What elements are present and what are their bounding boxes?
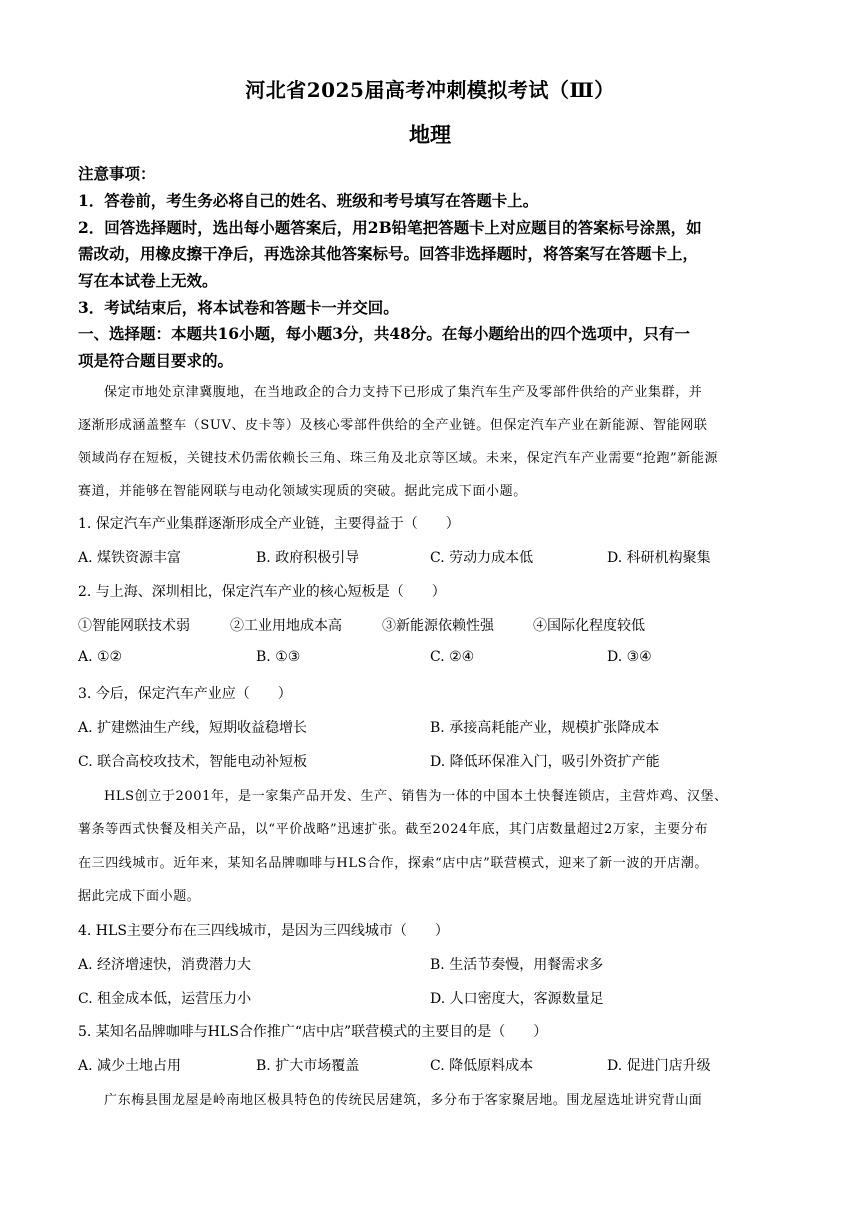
q5-option-b: B. 扩大市场覆盖 <box>256 1058 360 1074</box>
passage2-line-3: 在三四线城市。近年来，某知名品牌咖啡与HLS合作，探索“店中店”联营模式，迎来了新一波的开店潮。 <box>78 856 708 871</box>
passage2-line-2: 薯条等西式快餐及相关产品，以“平价战略”迅速扩张。截至2024年底，其门店数量超过2万家，主要分布 <box>78 822 709 837</box>
q1-option-d: D. 科研机构聚集 <box>607 550 711 566</box>
note-line-1: 1．答卷前，考生务必将自己的姓名、班级和考号填写在答题卡上。 <box>78 191 539 210</box>
passage3-line-1: 广东梅县围龙屋是岭南地区极具特色的传统民居建筑，多分布于客家聚居地。围龙屋选址讲究背山面 <box>104 1093 703 1108</box>
q3-option-b: B. 承接高耗能产业，规模扩张降成本 <box>430 720 660 736</box>
note-line-5: 3．考试结束后，将本试卷和答题卡一并交回。 <box>78 298 399 317</box>
section-heading-line-1: 一、选择题：本题共16小题，每小题3分，共48分。在每小题给出的四个选项中，只有一 <box>78 324 690 343</box>
exam-title: 河北省2025届高考冲刺模拟考试（Ⅲ） <box>245 78 615 102</box>
q2-option-a: A. ①② <box>78 649 123 665</box>
subject-title: 地理 <box>409 122 451 147</box>
q5-option-c: C. 降低原料成本 <box>430 1058 534 1074</box>
passage1-line-3: 领域尚存在短板，关键技术仍需依赖长三角、珠三角及北京等区域。未来，保定汽车产业需要“抢跑”新能源 <box>78 451 719 466</box>
q2-item-4: ④国际化程度较低 <box>533 618 645 634</box>
q5-stem: 5. 某知名品牌咖啡与HLS合作推广“店中店”联营模式的主要目的是（ ） <box>78 1024 548 1040</box>
passage1-line-2: 逐渐形成涵盖整车（SUV、皮卡等）及核心零部件供给的全产业链。但保定汽车产业在新能源、智能网联 <box>78 418 708 433</box>
q3-option-d: D. 降低环保准入门，吸引外资扩产能 <box>430 754 660 770</box>
q3-stem: 3. 今后，保定汽车产业应（ ） <box>78 686 292 702</box>
note-line-3: 需改动，用橡皮擦干净后，再选涂其他答案标号。回答非选择题时，将答案写在答题卡上， <box>78 244 699 263</box>
note-line-4: 写在本试卷上无效。 <box>78 271 218 290</box>
q1-option-a: A. 煤铁资源丰富 <box>78 550 182 566</box>
passage2-line-4: 据此完成下面小题。 <box>78 889 201 904</box>
q3-option-a: A. 扩建燃油生产线，短期收益稳增长 <box>78 720 308 736</box>
q4-option-d: D. 人口密度大，客源数量足 <box>430 991 604 1007</box>
q4-option-a: A. 经济增速快，消费潜力大 <box>78 957 252 973</box>
notes-heading: 注意事项： <box>78 164 156 183</box>
q2-option-c: C. ②④ <box>430 649 475 665</box>
q2-option-d: D. ③④ <box>607 649 652 665</box>
q2-item-3: ③新能源依赖性强 <box>382 618 494 634</box>
q5-option-a: A. 减少土地占用 <box>78 1058 182 1074</box>
section-heading-line-2: 项是符合题目要求的。 <box>78 351 234 370</box>
passage2-line-1: HLS创立于2001年，是一家集产品开发、生产、销售为一体的中国本土快餐连锁店，主营炸鸡、汉堡、 <box>104 789 728 804</box>
q2-item-1: ①智能网联技术弱 <box>78 618 190 634</box>
q2-stem: 2. 与上海、深圳相比，保定汽车产业的核心短板是（ ） <box>78 584 446 600</box>
q2-item-2: ②工业用地成本高 <box>230 618 342 634</box>
q5-option-d: D. 促进门店升级 <box>607 1058 711 1074</box>
passage1-line-1: 保定市地处京津冀腹地，在当地政企的合力支持下已形成了集汽车生产及零部件供给的产业集群，并 <box>104 385 703 400</box>
passage1-line-4: 赛道，并能够在智能网联与电动化领域实现质的突破。据此完成下面小题。 <box>78 484 527 499</box>
q4-option-b: B. 生活节奏慢，用餐需求多 <box>430 957 604 973</box>
note-line-2: 2．回答选择题时，选出每小题答案后，用2B铅笔把答题卡上对应题目的答案标号涂黑，如 <box>78 218 702 237</box>
q1-option-b: B. 政府积极引导 <box>256 550 360 566</box>
q4-stem: 4. HLS主要分布在三四线城市，是因为三四线城市（ ） <box>78 923 449 939</box>
q1-stem: 1. 保定汽车产业集群逐渐形成全产业链，主要得益于（ ） <box>78 516 460 532</box>
q2-option-b: B. ①③ <box>256 649 301 665</box>
q3-option-c: C. 联合高校攻技术，智能电动补短板 <box>78 754 308 770</box>
q1-option-c: C. 劳动力成本低 <box>430 550 534 566</box>
q4-option-c: C. 租金成本低，运营压力小 <box>78 991 252 1007</box>
